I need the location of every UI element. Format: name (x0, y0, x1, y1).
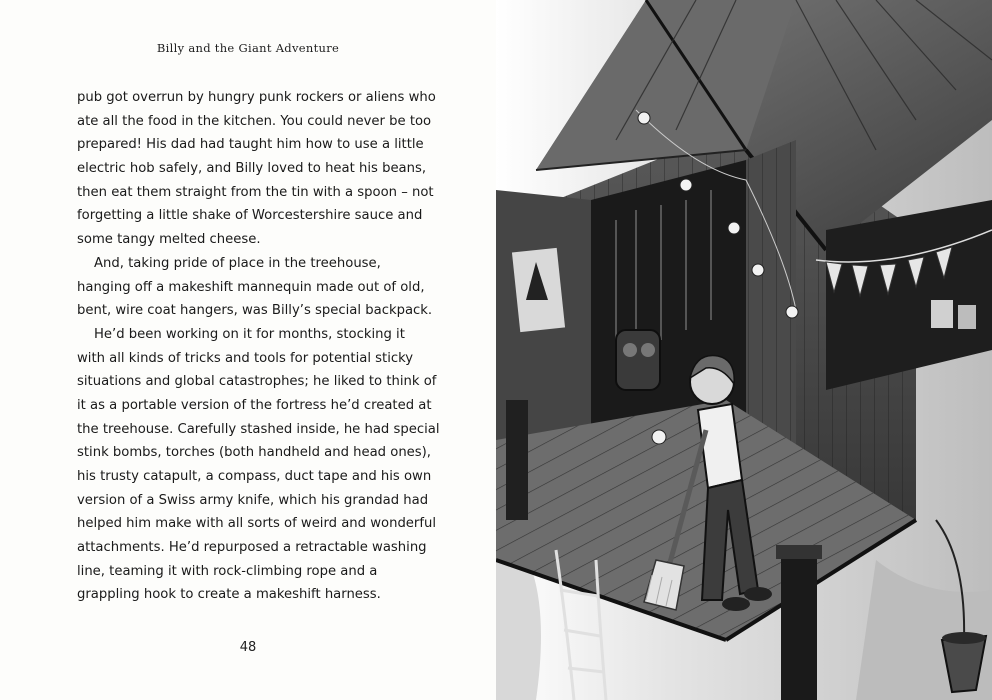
text-line: then eat them straight from the tin with a spoon – not (77, 184, 434, 200)
text-line: prepared! His dad had taught him how to use a little (77, 137, 424, 153)
treehouse-illustration (496, 0, 992, 700)
text-line: line, teaming it with rock-climbing rope and a (77, 563, 378, 579)
text-line: grappling hook to create a makeshift harness. (77, 587, 381, 603)
text-line: hanging off a makeshift mannequin made out of old, (77, 279, 425, 295)
text-line: forgetting a little shake of Worcestershire sauce and (77, 208, 423, 224)
text-line: bent, wire coat hangers, was Billy’s special backpack. (77, 303, 433, 319)
text-line: situations and global catastrophes; he liked to think of (77, 374, 437, 390)
text-line: the treehouse. Carefully stashed inside, he had special (77, 421, 440, 437)
paragraph (77, 323, 440, 607)
text-line: ate all the food in the kitchen. You could never be too (77, 113, 432, 129)
page-number: 48 (239, 640, 257, 655)
text-line: And, taking pride of place in the treehouse, (94, 255, 381, 271)
text-line: with all kinds of tricks and tools for potential sticky (77, 350, 414, 366)
text-line: electric hob safely, and Billy loved to heat his beans, (77, 161, 427, 177)
text-line: helped him make with all sorts of weird and wonderful (77, 516, 437, 532)
paragraph (77, 252, 433, 323)
text-line: pub got overrun by hungry punk rockers or aliens who (77, 90, 436, 105)
text-line: some tangy melted cheese. (77, 232, 261, 248)
body-text (77, 86, 440, 607)
paragraph (77, 86, 436, 252)
text-line: attachments. He’d repurposed a retractable washing (77, 540, 427, 556)
text-line: his trusty catapult, a compass, duct tape and his own (77, 469, 432, 484)
text-line: stink bombs, torches (both handheld and head ones), (77, 445, 431, 461)
text-line: He’d been working on it for months, stocking it (94, 326, 405, 342)
text-line: it as a portable version of the fortress he’d created at (77, 397, 432, 413)
text-line: version of a Swiss army knife, which his grandad had (77, 492, 429, 508)
running-head: Billy and the Giant Adventure (156, 41, 340, 55)
